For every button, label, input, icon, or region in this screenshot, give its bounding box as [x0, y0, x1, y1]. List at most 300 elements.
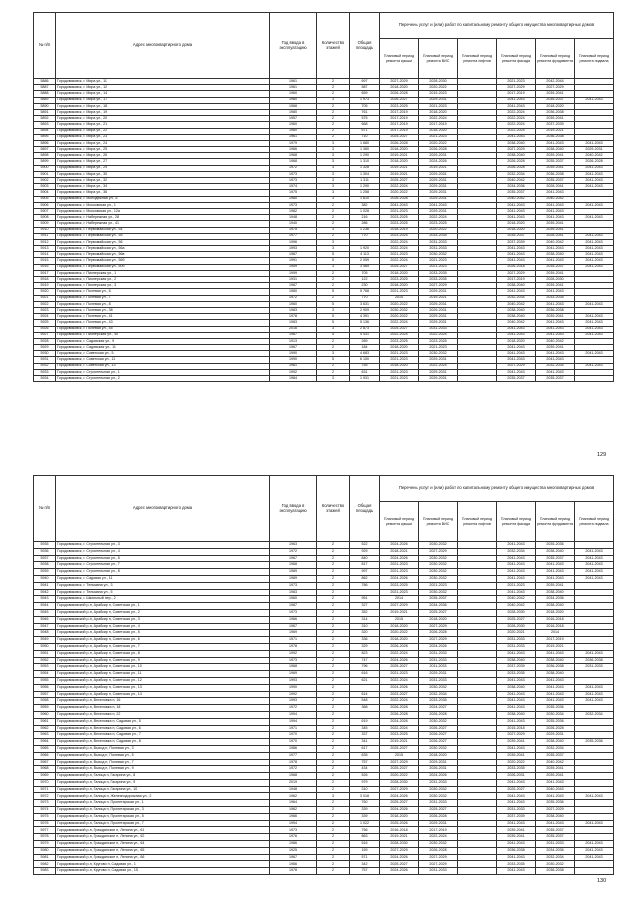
col-works-header: Плановый период ремонта крыши [380, 502, 419, 542]
table-cell: 2041-2043 [536, 332, 575, 338]
table-cell: 1974 [270, 184, 317, 190]
table-cell: 1 328 [350, 165, 380, 171]
address-cell: Городовиковск, г. Пионерская ул., 2 [56, 277, 270, 283]
table-row [34, 854, 614, 861]
table-cell: 1960 [270, 91, 317, 97]
table-cell [575, 834, 614, 841]
works-group-header: Перечень услуг и (или) работ по капитальному ремонту общего имущества многоквартирных домов [380, 13, 614, 39]
table-cell: 5956 [34, 684, 56, 691]
table-cell: 2041-2043 [497, 246, 536, 252]
table-cell: 1970 [270, 732, 317, 739]
address-cell: Городовиковский р-н, Галица п, Пролетарская ул., 1 [56, 800, 270, 807]
table-cell: 2 [317, 575, 350, 582]
table-cell: 2029-2031 [419, 376, 458, 382]
table-cell: 2042-2044 [536, 79, 575, 85]
table-cell: 5912 [34, 239, 56, 245]
address-cell: Городовиковск, г. Мира ул., 36 [56, 190, 270, 196]
table-cell: 5921 [34, 295, 56, 301]
table-cell: 2023-2025 [380, 582, 419, 589]
table-cell: 5906 [34, 202, 56, 208]
table-cell: 2029-2031 [419, 320, 458, 326]
table-cell: 2039-2041 [536, 116, 575, 122]
table-cell: 352 [350, 609, 380, 616]
table-cell: 2039-2041 [536, 582, 575, 589]
table-cell: 2035-2037 [536, 827, 575, 834]
table-row [34, 847, 614, 854]
table-cell: 997 [350, 569, 380, 576]
table-cell: 2038-2040 [497, 283, 536, 289]
table-cell: 5915 [34, 258, 56, 264]
table-cell: 2027-2029 [419, 548, 458, 555]
table-cell: 5916 [34, 264, 56, 270]
address-cell: Городовиковск, г. Мира ул., 22 [56, 128, 270, 134]
table-cell: 614 [350, 691, 380, 698]
table-row [34, 868, 614, 875]
table-cell: 5955 [34, 677, 56, 684]
table-cell: 2041-2043 [536, 202, 575, 208]
table-cell: 2041-2043 [536, 258, 575, 264]
table-cell: 2026-2027 [419, 739, 458, 746]
table-cell: 2024-2026 [419, 773, 458, 780]
table-cell: 5909 [34, 221, 56, 227]
table-cell: 817 [350, 562, 380, 569]
table-cell: 5888 [34, 91, 56, 97]
table-cell: 6 150 [350, 357, 380, 363]
table-cell: 5982 [34, 861, 56, 868]
address-cell: Городовиковск, г. Мира ул., 29 [56, 165, 270, 171]
table-cell: 1994 [270, 820, 317, 827]
address-cell: Городовиковский р-н, Арабкир п, Советская ул., 11 [56, 671, 270, 678]
table-cell: 840 [350, 555, 380, 562]
table-cell: 2016-2018 [380, 827, 419, 834]
table-cell: 2 [317, 548, 350, 555]
table-cell [458, 562, 497, 569]
table-cell: 2027-2029 [419, 854, 458, 861]
table-cell: 5 [317, 332, 350, 338]
table-cell: 1971 [270, 725, 317, 732]
table-cell: 2 [317, 773, 350, 780]
table-cell: 2018-2020 [419, 128, 458, 134]
table-cell: 2031-2033 [419, 800, 458, 807]
table-cell: 2035-2036 [536, 705, 575, 712]
table-cell [575, 773, 614, 780]
table-cell: 2 [317, 759, 350, 766]
table-cell: 2022-2024 [419, 332, 458, 338]
table-cell: 2 [317, 338, 350, 344]
address-cell: Городовиковск, г. Мира ул., 21 [56, 122, 270, 128]
table-cell: 575 [350, 116, 380, 122]
col-works-header: Плановый период ремонта ВИС [419, 502, 458, 542]
table-cell: 2018-2020 [380, 345, 419, 351]
table-cell: 5899 [34, 159, 56, 165]
table-cell: 2 [317, 103, 350, 109]
table-cell: 2030-2032 [419, 793, 458, 800]
table-cell [575, 827, 614, 834]
table-cell: 2026-2028 [380, 711, 419, 718]
table-cell: 2041-2043 [575, 202, 614, 208]
table-cell: 1 022 [350, 820, 380, 827]
table-cell [458, 542, 497, 549]
table-cell: 2026-2027 [380, 97, 419, 103]
table-cell: 1967 [270, 345, 317, 351]
col-address-header: Адрес многоквартирного дома [56, 13, 270, 79]
table-cell: 5969 [34, 773, 56, 780]
table-cell: 2041-2043 [575, 650, 614, 657]
table-cell: 2027-2029 [380, 786, 419, 793]
table-cell: 2041-2043 [536, 246, 575, 252]
table-cell: 2027-2029 [497, 732, 536, 739]
col-works-header: Плановый период ремонта подвала [575, 502, 614, 542]
table-cell: 1990 [270, 357, 317, 363]
table-cell: 2018-2020 [497, 221, 536, 227]
col-works-header: Плановый период ремонта фасада [497, 502, 536, 542]
table-cell: 522 [350, 542, 380, 549]
address-cell: Городовиковск, г. Первомайская ул., 55 [56, 233, 270, 239]
table-cell: 2026-2028 [497, 159, 536, 165]
table-cell: 2 059 [350, 258, 380, 264]
table-cell: 2022-2024 [380, 650, 419, 657]
address-cell: Городовиковский р-н, Веселовка п, 16 [56, 698, 270, 705]
table-cell: 1940 [270, 221, 317, 227]
page-number: 130 [597, 878, 607, 884]
address-cell: Городовиковск, г. Первомайская ул., 54 [56, 227, 270, 233]
table-cell: 2041-2043 [536, 326, 575, 332]
table-cell: 5892 [34, 116, 56, 122]
table-cell: 2020-2022 [380, 773, 419, 780]
table-row [34, 752, 614, 759]
table-cell: 2041-2043 [575, 171, 614, 177]
address-cell: Городовиковск, г. Строительная ул., 5 [56, 555, 270, 562]
table-cell: 2027-2029 [497, 363, 536, 369]
address-cell: Городовиковский р-н, Выход п, Полевая ул., 7 [56, 759, 270, 766]
table-cell: 1973 [270, 178, 317, 184]
table-cell: 2 [317, 745, 350, 752]
table-cell: 2022-2024 [497, 128, 536, 134]
table-cell: 2 [317, 691, 350, 698]
table-cell: 2041-2043 [575, 575, 614, 582]
table-cell: 5902 [34, 178, 56, 184]
table-cell: 2016-2018 [536, 616, 575, 623]
table-cell: 3 [317, 147, 350, 153]
table-row [34, 603, 614, 610]
table-cell: 2027-2029 [536, 85, 575, 91]
table-cell: 2017-2019 [419, 122, 458, 128]
table-cell [575, 759, 614, 766]
table-cell: 2 [317, 363, 350, 369]
table-cell: 5924 [34, 314, 56, 320]
table-cell: 2035-2037 [536, 159, 575, 165]
address-cell: Городовиковский р-н, Арабкир п, Советская ул., 8 [56, 650, 270, 657]
table-cell: 2018-2020 [380, 813, 419, 820]
address-cell: Городовиковский р-н, Кругово п, Садовая ул., 1 [56, 861, 270, 868]
address-cell: Городовиковск, г. Первомайская ул., 56 [56, 239, 270, 245]
table-cell: 2019-2021 [419, 165, 458, 171]
table-cell: 2035-2036 [536, 800, 575, 807]
table-cell: 2 [317, 270, 350, 276]
table-cell: 2024-2026 [419, 159, 458, 165]
table-cell: 5980 [34, 847, 56, 854]
table-cell: 3 [317, 97, 350, 103]
table-cell: 2022-2024 [380, 320, 419, 326]
table-cell: 5942 [34, 589, 56, 596]
table-cell: 2025-2027 [380, 766, 419, 773]
table-cell: 1986 [270, 841, 317, 848]
table-cell: 2021-2023 [380, 376, 419, 382]
table-cell: 747 [350, 657, 380, 664]
table-cell: 2025-2027 [380, 326, 419, 332]
table-cell [575, 752, 614, 759]
table-cell: 2039-2041 [536, 314, 575, 320]
table-cell: 2041-2043 [575, 165, 614, 171]
col-num-header: № п/п [34, 476, 56, 542]
table-cell: 2031-2033 [419, 779, 458, 786]
table-cell [575, 813, 614, 820]
table-row [34, 827, 614, 834]
table-cell: 1972 [270, 705, 317, 712]
table-cell: 2035-2036 [536, 718, 575, 725]
table-cell: 5934 [34, 376, 56, 382]
table-cell [575, 766, 614, 773]
address-cell: Городовиковск, г. Мира ул., 32 [56, 178, 270, 184]
table-cell: 862 [350, 575, 380, 582]
table-cell: 1980 [270, 109, 317, 115]
table-cell: 2041-2043 [497, 252, 536, 258]
table-cell [575, 609, 614, 616]
address-cell: Городовиковск, г. Мира ул., 34 [56, 184, 270, 190]
table-cell: 5891 [34, 109, 56, 115]
table-cell: 1962 [270, 793, 317, 800]
table-cell: 2019-2023 [419, 91, 458, 97]
col-area-header: Общая площадь [350, 476, 380, 542]
table-cell: 979 [350, 779, 380, 786]
col-works-header: Плановый период ремонта фундамента [536, 502, 575, 542]
address-cell: Городовиковский р-н, Гражданское п, Ленина ул., 64 [56, 841, 270, 848]
table-cell: 5914 [34, 252, 56, 258]
table-cell: 2011-2033 [419, 664, 458, 671]
table-cell: 2030-2032 [419, 786, 458, 793]
table-cell: 2026-2028 [536, 725, 575, 732]
table-cell: 1968 [270, 664, 317, 671]
table-cell [458, 786, 497, 793]
table-cell: 1960 [270, 301, 317, 307]
table-cell: 1972 [270, 165, 317, 171]
table-cell: 1983 [270, 307, 317, 313]
table-cell: 2 [317, 208, 350, 214]
table-cell: 5959 [34, 705, 56, 712]
table-cell: 5947 [34, 623, 56, 630]
table-cell: 2029-2031 [419, 301, 458, 307]
address-cell: Городовиковский р-н, Арабкир п, Советская ул., 3 [56, 616, 270, 623]
address-cell: Городовиковский р-н, Веселовка п, Садовая ул., 5 [56, 718, 270, 725]
table-cell: 2025-2027 [380, 178, 419, 184]
table-cell: 1987 [270, 603, 317, 610]
col-works-header: Плановый период ремонта крыши [380, 39, 419, 79]
table-cell: 2041-2043 [497, 698, 536, 705]
col-floors-header: Количество этажей [317, 13, 350, 79]
table-cell: 5935 [34, 542, 56, 549]
table-cell: 5901 [34, 171, 56, 177]
address-cell: Городовиковск, г. Строительная ул., 2 [56, 376, 270, 382]
table-cell: 5938 [34, 562, 56, 569]
col-works-header: Плановый период ремонта лифтов [458, 502, 497, 542]
table-cell [458, 841, 497, 848]
table-cell: 2038-2040 [536, 548, 575, 555]
address-cell: Городовиковский р-н, Веселовка п, 18 [56, 705, 270, 712]
table-cell: 2034-2036 [536, 847, 575, 854]
address-cell: Городовиковский р-н, Арабкир п, Советская ул., 12 [56, 677, 270, 684]
table-cell [458, 779, 497, 786]
table-cell: 2023-2025 [380, 233, 419, 239]
table-cell [458, 834, 497, 841]
address-cell: Городовиковск, г. Советская ул., 13 [56, 363, 270, 369]
table-cell: 5963 [34, 732, 56, 739]
table-cell: 2028-2041 [536, 233, 575, 239]
table-cell: 2017-2019 [380, 122, 419, 128]
table-cell: 757 [350, 868, 380, 875]
address-cell: Городовиковск, г. Мира ул., 24 [56, 140, 270, 146]
table-cell: 4 683 [350, 351, 380, 357]
table-cell [458, 582, 497, 589]
table-cell: 2 [317, 630, 350, 637]
table-cell: 1994 [270, 711, 317, 718]
table-cell: 2017-2019 [380, 116, 419, 122]
table-cell: 2 [317, 854, 350, 861]
table-cell: 1964 [270, 800, 317, 807]
table-cell: 2035-2036 [575, 739, 614, 746]
table-cell: 2031-2033 [497, 637, 536, 644]
table-cell: 2029-2031 [419, 196, 458, 202]
table-cell: 2022-2024 [497, 109, 536, 115]
address-cell: Городовиковский р-н, Галица п, Гагарина ул., 10 [56, 786, 270, 793]
table-cell: 5927 [34, 332, 56, 338]
repair-schedule-table [33, 12, 614, 382]
table-cell: 2029-2031 [419, 820, 458, 827]
table-cell: 756 [350, 827, 380, 834]
table-cell: 3 [317, 376, 350, 382]
table-cell: 5 [317, 258, 350, 264]
table-cell: 3 [317, 246, 350, 252]
address-cell: Городовиковск, г. Полевая ул., 45 [56, 326, 270, 332]
table-cell: 2029-2031 [419, 97, 458, 103]
table-cell: 2041-2043 [575, 793, 614, 800]
table-cell: 2041-2043 [497, 103, 536, 109]
table-cell: 2040-2042 [536, 338, 575, 344]
table-cell: 2041-2043 [497, 134, 536, 140]
table-cell: 2037-2039 [497, 813, 536, 820]
table-cell: 2 [317, 834, 350, 841]
table-cell: 3 [317, 307, 350, 313]
table-row [34, 718, 614, 725]
address-cell: Городовиковский р-н, Веселовка п, 22 [56, 711, 270, 718]
table-cell: 2028-2030 [380, 841, 419, 848]
table-cell: 2035-2037 [536, 264, 575, 270]
table-row [34, 807, 614, 814]
table-cell: 2 [317, 623, 350, 630]
table-cell: 1980 [270, 97, 317, 103]
table-cell: 2041-2043 [575, 841, 614, 848]
table-cell: 2028-2030 [497, 623, 536, 630]
table-cell: 2019-2021 [380, 165, 419, 171]
address-cell: Городовиковск, г. Строительная ул., 4 [56, 548, 270, 555]
table-cell [458, 827, 497, 834]
table-cell: 1967 [270, 854, 317, 861]
table-cell: 1980 [270, 196, 317, 202]
table-cell: 2026-2028 [419, 813, 458, 820]
table-cell: 1931 [270, 277, 317, 283]
document-page-130 [33, 475, 613, 884]
table-cell: 2017-2019 [380, 128, 419, 134]
table-cell: 2019-2021 [419, 295, 458, 301]
table-cell: 659 [350, 91, 380, 97]
table-cell: 2022-2024 [380, 239, 419, 245]
table-cell: 2030-2032 [419, 575, 458, 582]
table-cell: 1987 [270, 332, 317, 338]
table-cell: 1 920 [350, 246, 380, 252]
table-cell: 5 [317, 252, 350, 258]
table-cell: 2030-2032 [419, 351, 458, 357]
table-cell: 2 [317, 650, 350, 657]
table-row [34, 779, 614, 786]
table-cell: 2023-2025 [380, 277, 419, 283]
table-row [34, 786, 614, 793]
table-cell: 1962 [270, 807, 317, 814]
table-cell: 5970 [34, 779, 56, 786]
table-cell: 2 [317, 596, 350, 603]
table-cell: 4 113 [350, 252, 380, 258]
table-cell: 2034-2036 [419, 603, 458, 610]
table-cell: 2030-2032 [419, 589, 458, 596]
table-cell: 2041-2043 [575, 569, 614, 576]
table-cell: 2039-2041 [536, 283, 575, 289]
table-cell: 2 [317, 637, 350, 644]
table-cell: 705 [350, 103, 380, 109]
table-cell: 2037-2039 [497, 664, 536, 671]
table-cell: 2036-2038 [536, 171, 575, 177]
table-cell: 2032-2034 [497, 171, 536, 177]
table-cell: 2 [317, 671, 350, 678]
table-cell: 2041-2043 [575, 258, 614, 264]
table-cell: 631 [350, 369, 380, 375]
table-cell: 2041-2043 [575, 184, 614, 190]
table-cell: 2035-2037 [536, 97, 575, 103]
address-cell: Городовиковск, г. Пионерская ул., 40 [56, 332, 270, 338]
table-cell: 2041-2043 [497, 677, 536, 684]
table-cell: 2026-2028 [419, 147, 458, 153]
table-cell: 5923 [34, 307, 56, 313]
table-cell [458, 376, 497, 382]
table-cell: 2041-2043 [497, 820, 536, 827]
table-cell: 339 [350, 813, 380, 820]
table-cell: 1999 [270, 270, 317, 276]
table-cell: 2025-2027 [380, 745, 419, 752]
table-cell: 929 [350, 548, 380, 555]
table-cell: 1963 [270, 542, 317, 549]
table-cell: 1 311 [350, 178, 380, 184]
table-cell: 2 [317, 664, 350, 671]
table-row [34, 589, 614, 596]
table-cell: 2041-2043 [536, 569, 575, 576]
table-cell: 2031-2033 [575, 664, 614, 671]
table-cell [458, 868, 497, 875]
table-cell: 2 [317, 643, 350, 650]
table-cell: 3 [317, 165, 350, 171]
table-cell: 2041-2043 [497, 202, 536, 208]
table-cell: 2033-2035 [419, 233, 458, 239]
table-cell [458, 820, 497, 827]
table-cell: 5904 [34, 190, 56, 196]
table-cell: 2041-2043 [536, 650, 575, 657]
table-cell: 159 [350, 847, 380, 854]
